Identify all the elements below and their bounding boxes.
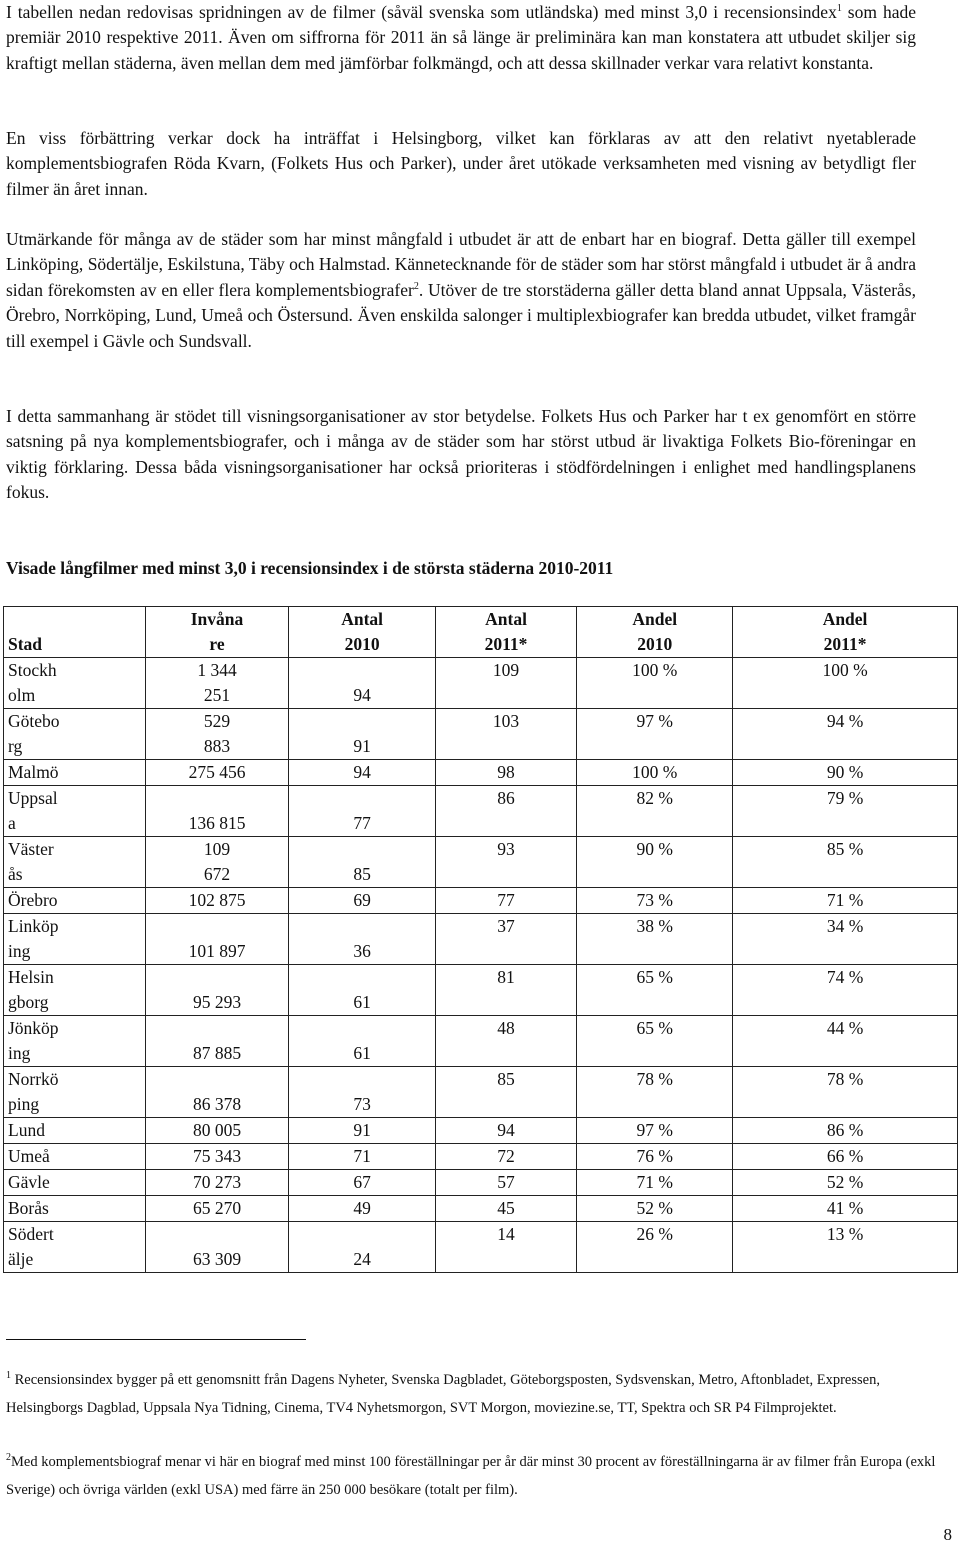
cell-city-line: Borås	[8, 1198, 49, 1218]
cell-inhabitants	[145, 888, 289, 914]
cell-city	[4, 760, 146, 786]
cell-inhabitants-line: 109	[203, 839, 231, 859]
cell-count-2011-value: 93	[497, 839, 515, 859]
cell-share-2010	[577, 658, 733, 709]
cell-share-2010	[577, 1222, 733, 1273]
cell-share-2010-value: 73 %	[636, 890, 673, 910]
cell-count-2010	[289, 1144, 435, 1170]
table-body	[4, 658, 958, 1273]
cell-count-2010	[289, 888, 435, 914]
footnote-text: Recensionsindex bygger på ett genomsnitt från Dagens Nyheter, Svenska Dagbladet, Göteborgsposten, Sydsvenskan, Metro, Aftonbladet, Expressen, Helsingborgs Dagblad, Uppsala Nya Tidning, Cinema, TV4 Nyhetsmorgon, SVT Morgon, moviezine.se, TT, Spektra och SR P4 Filmprojektet.	[6, 1372, 880, 1416]
cell-inhabitants	[145, 1170, 289, 1196]
cell-count-2010	[289, 1170, 435, 1196]
cell-inhabitants	[145, 837, 289, 888]
cell-share-2011	[733, 888, 958, 914]
cell-city-line: Örebro	[8, 890, 58, 910]
cell-count-2011-value: 72	[497, 1146, 515, 1166]
cell-share-2010	[577, 760, 733, 786]
cell-inhabitants-line: 63 309	[192, 1249, 242, 1269]
paragraph-intro	[6, 0, 916, 76]
cell-share-2010	[577, 1170, 733, 1196]
table-row	[4, 914, 958, 965]
cell-count-2011	[435, 786, 577, 837]
cell-share-2011	[733, 965, 958, 1016]
cell-count-2010	[289, 1196, 435, 1222]
cell-share-2011-value: 79 %	[826, 788, 864, 808]
cell-inhabitants-line: 86 378	[192, 1094, 242, 1114]
cell-count-2010-value: 24	[353, 1249, 371, 1269]
cell-city	[4, 837, 146, 888]
header-count-2010	[289, 607, 435, 658]
header-label: Antal	[485, 609, 527, 629]
cell-count-2010	[289, 1118, 435, 1144]
table-row	[4, 1016, 958, 1067]
cell-share-2011	[733, 1067, 958, 1118]
header-city	[4, 607, 146, 658]
cell-city-line: Väster	[8, 839, 54, 859]
cell-share-2010-value: 26 %	[636, 1224, 673, 1244]
table-row	[4, 760, 958, 786]
cell-count-2010-value: 71	[353, 1146, 371, 1166]
table-row	[4, 709, 958, 760]
cell-city-line: ås	[8, 864, 23, 884]
cell-count-2011-value: 85	[497, 1069, 515, 1089]
cell-share-2011	[733, 1144, 958, 1170]
cell-count-2010-value: 94	[353, 685, 371, 705]
cell-city-line: ing	[8, 941, 31, 961]
cell-city	[4, 658, 146, 709]
cell-count-2010	[289, 914, 435, 965]
cell-count-2011-value: 48	[497, 1018, 515, 1038]
cell-count-2011	[435, 658, 577, 709]
cell-share-2010-value: 100 %	[632, 762, 678, 782]
cell-count-2010-value: 67	[353, 1172, 371, 1192]
cell-share-2011-value: 34 %	[826, 916, 864, 936]
cell-share-2011	[733, 1222, 958, 1273]
cell-inhabitants-line: 275 456	[188, 762, 246, 782]
cell-share-2011	[733, 1016, 958, 1067]
cell-count-2010	[289, 760, 435, 786]
cell-city	[4, 1144, 146, 1170]
cell-inhabitants	[145, 760, 289, 786]
cell-share-2011-value: 85 %	[826, 839, 864, 859]
cell-share-2011-value: 86 %	[826, 1120, 864, 1140]
cell-inhabitants	[145, 1222, 289, 1273]
cell-count-2011	[435, 709, 577, 760]
cell-share-2011	[733, 1170, 958, 1196]
cell-count-2010	[289, 837, 435, 888]
cell-city-line: rg	[8, 736, 23, 756]
footnote-divider	[6, 1339, 306, 1340]
table-row	[4, 1222, 958, 1273]
header-label: Stad	[8, 634, 43, 654]
cell-count-2011-value: 98	[497, 762, 515, 782]
cell-city	[4, 965, 146, 1016]
cell-count-2011	[435, 914, 577, 965]
page-number: 8	[943, 1525, 952, 1544]
cell-share-2011-value: 71 %	[826, 890, 864, 910]
header-label: 2010	[637, 634, 673, 654]
film-stats-table	[3, 606, 958, 1273]
cell-share-2010	[577, 888, 733, 914]
cell-count-2010	[289, 1016, 435, 1067]
cell-city-line: a	[8, 813, 16, 833]
cell-share-2010	[577, 786, 733, 837]
cell-share-2011-value: 90 %	[826, 762, 864, 782]
header-label: Antal	[341, 609, 384, 629]
cell-count-2011	[435, 1118, 577, 1144]
cell-city-line: Södert	[8, 1224, 54, 1244]
cell-inhabitants	[145, 1196, 289, 1222]
cell-inhabitants	[145, 709, 289, 760]
cell-share-2011-value: 13 %	[826, 1224, 864, 1244]
cell-city-line: ing	[8, 1043, 31, 1063]
cell-share-2010-value: 82 %	[636, 788, 673, 808]
cell-inhabitants	[145, 786, 289, 837]
cell-count-2010	[289, 786, 435, 837]
cell-count-2010-value: 91	[353, 1120, 371, 1140]
cell-inhabitants	[145, 1144, 289, 1170]
cell-count-2010-value: 85	[353, 864, 371, 884]
cell-count-2011-value: 45	[497, 1198, 515, 1218]
cell-count-2010	[289, 965, 435, 1016]
cell-city	[4, 1196, 146, 1222]
cell-inhabitants-line: 87 885	[192, 1043, 242, 1063]
cell-inhabitants-line: 136 815	[188, 813, 246, 833]
table-row	[4, 1067, 958, 1118]
cell-city-line: Umeå	[8, 1146, 50, 1166]
table-row	[4, 1118, 958, 1144]
cell-share-2010-value: 76 %	[636, 1146, 673, 1166]
cell-city-line: Jönköp	[8, 1018, 59, 1038]
cell-count-2011	[435, 760, 577, 786]
cell-share-2010-value: 90 %	[636, 839, 673, 859]
cell-share-2010	[577, 709, 733, 760]
cell-inhabitants-line: 95 293	[192, 992, 242, 1012]
paragraph-text: I tabellen nedan redovisas spridningen av de filmer (såväl svenska som utländska) med minst 3,0 i recensionsindex	[6, 2, 837, 22]
cell-city-line: Norrkö	[8, 1069, 59, 1089]
header-inhabitants	[145, 607, 289, 658]
footnote-ref[interactable]: 1	[836, 3, 842, 15]
cell-count-2011-value: 77	[497, 890, 515, 910]
cell-count-2010-value: 49	[353, 1198, 371, 1218]
cell-count-2011	[435, 1067, 577, 1118]
cell-inhabitants-line: 529	[203, 711, 231, 731]
cell-share-2011	[733, 786, 958, 837]
cell-city	[4, 709, 146, 760]
header-count-2011	[435, 607, 577, 658]
cell-share-2010-value: 100 %	[632, 660, 678, 680]
cell-count-2010	[289, 658, 435, 709]
cell-city-line: ping	[8, 1094, 40, 1114]
footnote-text: Med komplementsbiograf menar vi här en biograf med minst 100 föreställningar per år där minst 30 procent av föreställningarna är av filmer från Europa (exkl Sverige) och övriga världen (exkl USA) med färre än 250 000 besökare (totalt per film).	[6, 1454, 936, 1498]
cell-share-2010	[577, 914, 733, 965]
cell-share-2010	[577, 1067, 733, 1118]
cell-city-line: olm	[8, 685, 36, 705]
cell-share-2011	[733, 658, 958, 709]
cell-city	[4, 888, 146, 914]
cell-share-2010	[577, 1196, 733, 1222]
footnote-1	[6, 1366, 956, 1422]
cell-count-2011-value: 57	[497, 1172, 515, 1192]
cell-count-2010-value: 91	[353, 736, 371, 756]
header-label: 2011*	[823, 634, 867, 654]
cell-share-2010-value: 38 %	[636, 916, 673, 936]
cell-share-2011	[733, 1118, 958, 1144]
footnote-marker: 1	[6, 1370, 11, 1382]
cell-count-2010-value: 61	[353, 1043, 371, 1063]
cell-share-2011	[733, 760, 958, 786]
header-label: 2010	[344, 634, 380, 654]
header-label: 2011*	[484, 634, 528, 654]
cell-count-2011-value: 86	[497, 788, 515, 808]
cell-inhabitants	[145, 914, 289, 965]
cell-count-2010-value: 73	[353, 1094, 371, 1114]
cell-share-2010	[577, 1118, 733, 1144]
cell-city	[4, 1170, 146, 1196]
cell-inhabitants-line: 883	[203, 736, 231, 756]
cell-inhabitants	[145, 1067, 289, 1118]
table-row	[4, 837, 958, 888]
table-row	[4, 658, 958, 709]
paragraph-diversity	[6, 227, 916, 354]
cell-inhabitants-line: 672	[203, 864, 231, 884]
table-row	[4, 965, 958, 1016]
cell-city	[4, 1222, 146, 1273]
footnote-marker: 2	[6, 1452, 11, 1464]
header-label: Invåna	[190, 609, 244, 629]
cell-share-2010-value: 65 %	[636, 1018, 673, 1038]
cell-inhabitants-line: 65 270	[192, 1198, 242, 1218]
header-label: Andel	[822, 609, 868, 629]
cell-share-2011-value: 41 %	[826, 1198, 864, 1218]
cell-share-2010-value: 78 %	[636, 1069, 673, 1089]
cell-count-2010-value: 94	[353, 762, 371, 782]
cell-city-line: Helsin	[8, 967, 54, 987]
paragraph-text: Utmärkande för många av de städer som har minst mångfald i utbudet är att de enbart har en biograf. Detta gäller till exempel Linköping, Södertälje, Eskilstuna, Täby och Halmstad. Kännetecknande för de städer som har störst mångfald i utbudet är å andra sidan förekomsten av en eller flera komplementsbiografer	[6, 229, 916, 300]
table-row	[4, 888, 958, 914]
cell-share-2010-value: 71 %	[636, 1172, 673, 1192]
cell-count-2011	[435, 888, 577, 914]
cell-count-2011	[435, 1016, 577, 1067]
cell-city	[4, 1067, 146, 1118]
cell-count-2011	[435, 1196, 577, 1222]
cell-count-2010-value: 77	[353, 813, 371, 833]
header-share-2010	[577, 607, 733, 658]
cell-city-line: älje	[8, 1249, 34, 1269]
cell-share-2011-value: 74 %	[826, 967, 864, 987]
cell-count-2011-value: 109	[492, 660, 520, 680]
cell-share-2010	[577, 1016, 733, 1067]
cell-share-2010	[577, 1144, 733, 1170]
cell-city-line: Lund	[8, 1120, 45, 1140]
cell-count-2011	[435, 1222, 577, 1273]
cell-share-2010-value: 65 %	[636, 967, 673, 987]
cell-city-line: Linköp	[8, 916, 59, 936]
cell-inhabitants-line: 102 875	[188, 890, 246, 910]
cell-count-2011-value: 103	[492, 711, 520, 731]
cell-city	[4, 786, 146, 837]
cell-count-2010	[289, 1222, 435, 1273]
cell-inhabitants	[145, 965, 289, 1016]
cell-inhabitants	[145, 1016, 289, 1067]
cell-city	[4, 914, 146, 965]
cell-share-2011-value: 78 %	[826, 1069, 864, 1089]
cell-city-line: Stockh	[8, 660, 57, 680]
cell-inhabitants-line: 75 343	[192, 1146, 242, 1166]
cell-count-2011-value: 94	[497, 1120, 515, 1140]
cell-share-2011	[733, 837, 958, 888]
cell-share-2011-value: 100 %	[822, 660, 868, 680]
cell-inhabitants-line: 70 273	[192, 1172, 242, 1192]
cell-share-2010-value: 97 %	[636, 1120, 673, 1140]
cell-share-2010	[577, 965, 733, 1016]
paragraph-helsingborg: En viss förbättring verkar dock ha inträffat i Helsingborg, vilket kan förklaras av att den relativt nyetablerade komplementsbiografen Röda Kvarn, (Folkets Hus och Parker), under året utökade verksamheten med visning av betydligt fler filmer än året innan.	[6, 128, 916, 199]
cell-inhabitants	[145, 1118, 289, 1144]
cell-count-2011-value: 81	[497, 967, 515, 987]
cell-count-2011	[435, 1144, 577, 1170]
cell-count-2010-value: 61	[353, 992, 371, 1012]
footnote-ref[interactable]: 2	[413, 280, 419, 292]
footnote-2	[6, 1448, 956, 1504]
paragraph-text: som hade premiär 2010 respektive 2011. Även om siffrorna för 2011 än så länge är preliminära kan man konstatera att utbudet skiljer sig kraftigt mellan städerna, även mellan dem med jämförbar folkmängd, och att dessa skillnader verkar vara relativt konstanta.	[6, 2, 916, 73]
table-row	[4, 1170, 958, 1196]
cell-count-2010	[289, 1067, 435, 1118]
cell-inhabitants	[145, 658, 289, 709]
cell-count-2010-value: 36	[353, 941, 371, 961]
header-label: Andel	[632, 609, 678, 629]
cell-city	[4, 1118, 146, 1144]
cell-share-2011-value: 94 %	[826, 711, 864, 731]
cell-share-2011	[733, 1196, 958, 1222]
cell-share-2011	[733, 709, 958, 760]
cell-share-2010-value: 97 %	[636, 711, 673, 731]
paragraph-text: . Utöver de tre storstäderna gäller detta bland annat Uppsala, Västerås, Örebro, Norrköping, Lund, Umeå och Östersund. Även enskilda salonger i multiplexbiografer kan bredda utbudet, vilket framgår till exempel i Gävle och Sundsvall.	[6, 279, 916, 351]
cell-share-2011-value: 66 %	[826, 1146, 864, 1166]
cell-count-2010	[289, 709, 435, 760]
cell-share-2011-value: 52 %	[826, 1172, 864, 1192]
table-caption: Visade långfilmer med minst 3,0 i recensionsindex i de största städerna 2010-2011	[6, 558, 614, 578]
cell-count-2010-value: 69	[353, 890, 371, 910]
cell-city-line: Malmö	[8, 762, 59, 782]
cell-inhabitants-line: 80 005	[192, 1120, 242, 1140]
cell-share-2011-value: 44 %	[826, 1018, 864, 1038]
cell-city-line: Gävle	[8, 1172, 50, 1192]
table-header-row	[4, 607, 958, 658]
table-row	[4, 1144, 958, 1170]
cell-city-line: gborg	[8, 992, 49, 1012]
cell-share-2010	[577, 837, 733, 888]
cell-inhabitants-line: 251	[203, 685, 231, 705]
cell-count-2011	[435, 837, 577, 888]
cell-city	[4, 1016, 146, 1067]
cell-share-2011	[733, 914, 958, 965]
cell-city-line: Götebo	[8, 711, 60, 731]
header-share-2011	[733, 607, 958, 658]
cell-inhabitants-line: 1 344	[197, 660, 237, 680]
cell-count-2011-value: 14	[497, 1224, 515, 1244]
cell-share-2010-value: 52 %	[636, 1198, 673, 1218]
cell-inhabitants-line: 101 897	[188, 941, 246, 961]
cell-count-2011	[435, 965, 577, 1016]
header-label: re	[209, 634, 225, 654]
cell-count-2011	[435, 1170, 577, 1196]
table-row	[4, 1196, 958, 1222]
cell-count-2011-value: 37	[497, 916, 515, 936]
cell-city-line: Uppsal	[8, 788, 58, 808]
table-row	[4, 786, 958, 837]
paragraph-organisations: I detta sammanhang är stödet till visningsorganisationer av stor betydelse. Folkets Hus och Parker har t ex genomfört en större satsning på nya komplementsbiografer, och i många av de städer som har störst utbud är livaktiga Folkets Bio-föreningar en viktig förklaring. Dessa båda visningsorganisationer har också prioriteras i stödfördelningen i enlighet med handlingsplanens fokus.	[6, 406, 916, 503]
